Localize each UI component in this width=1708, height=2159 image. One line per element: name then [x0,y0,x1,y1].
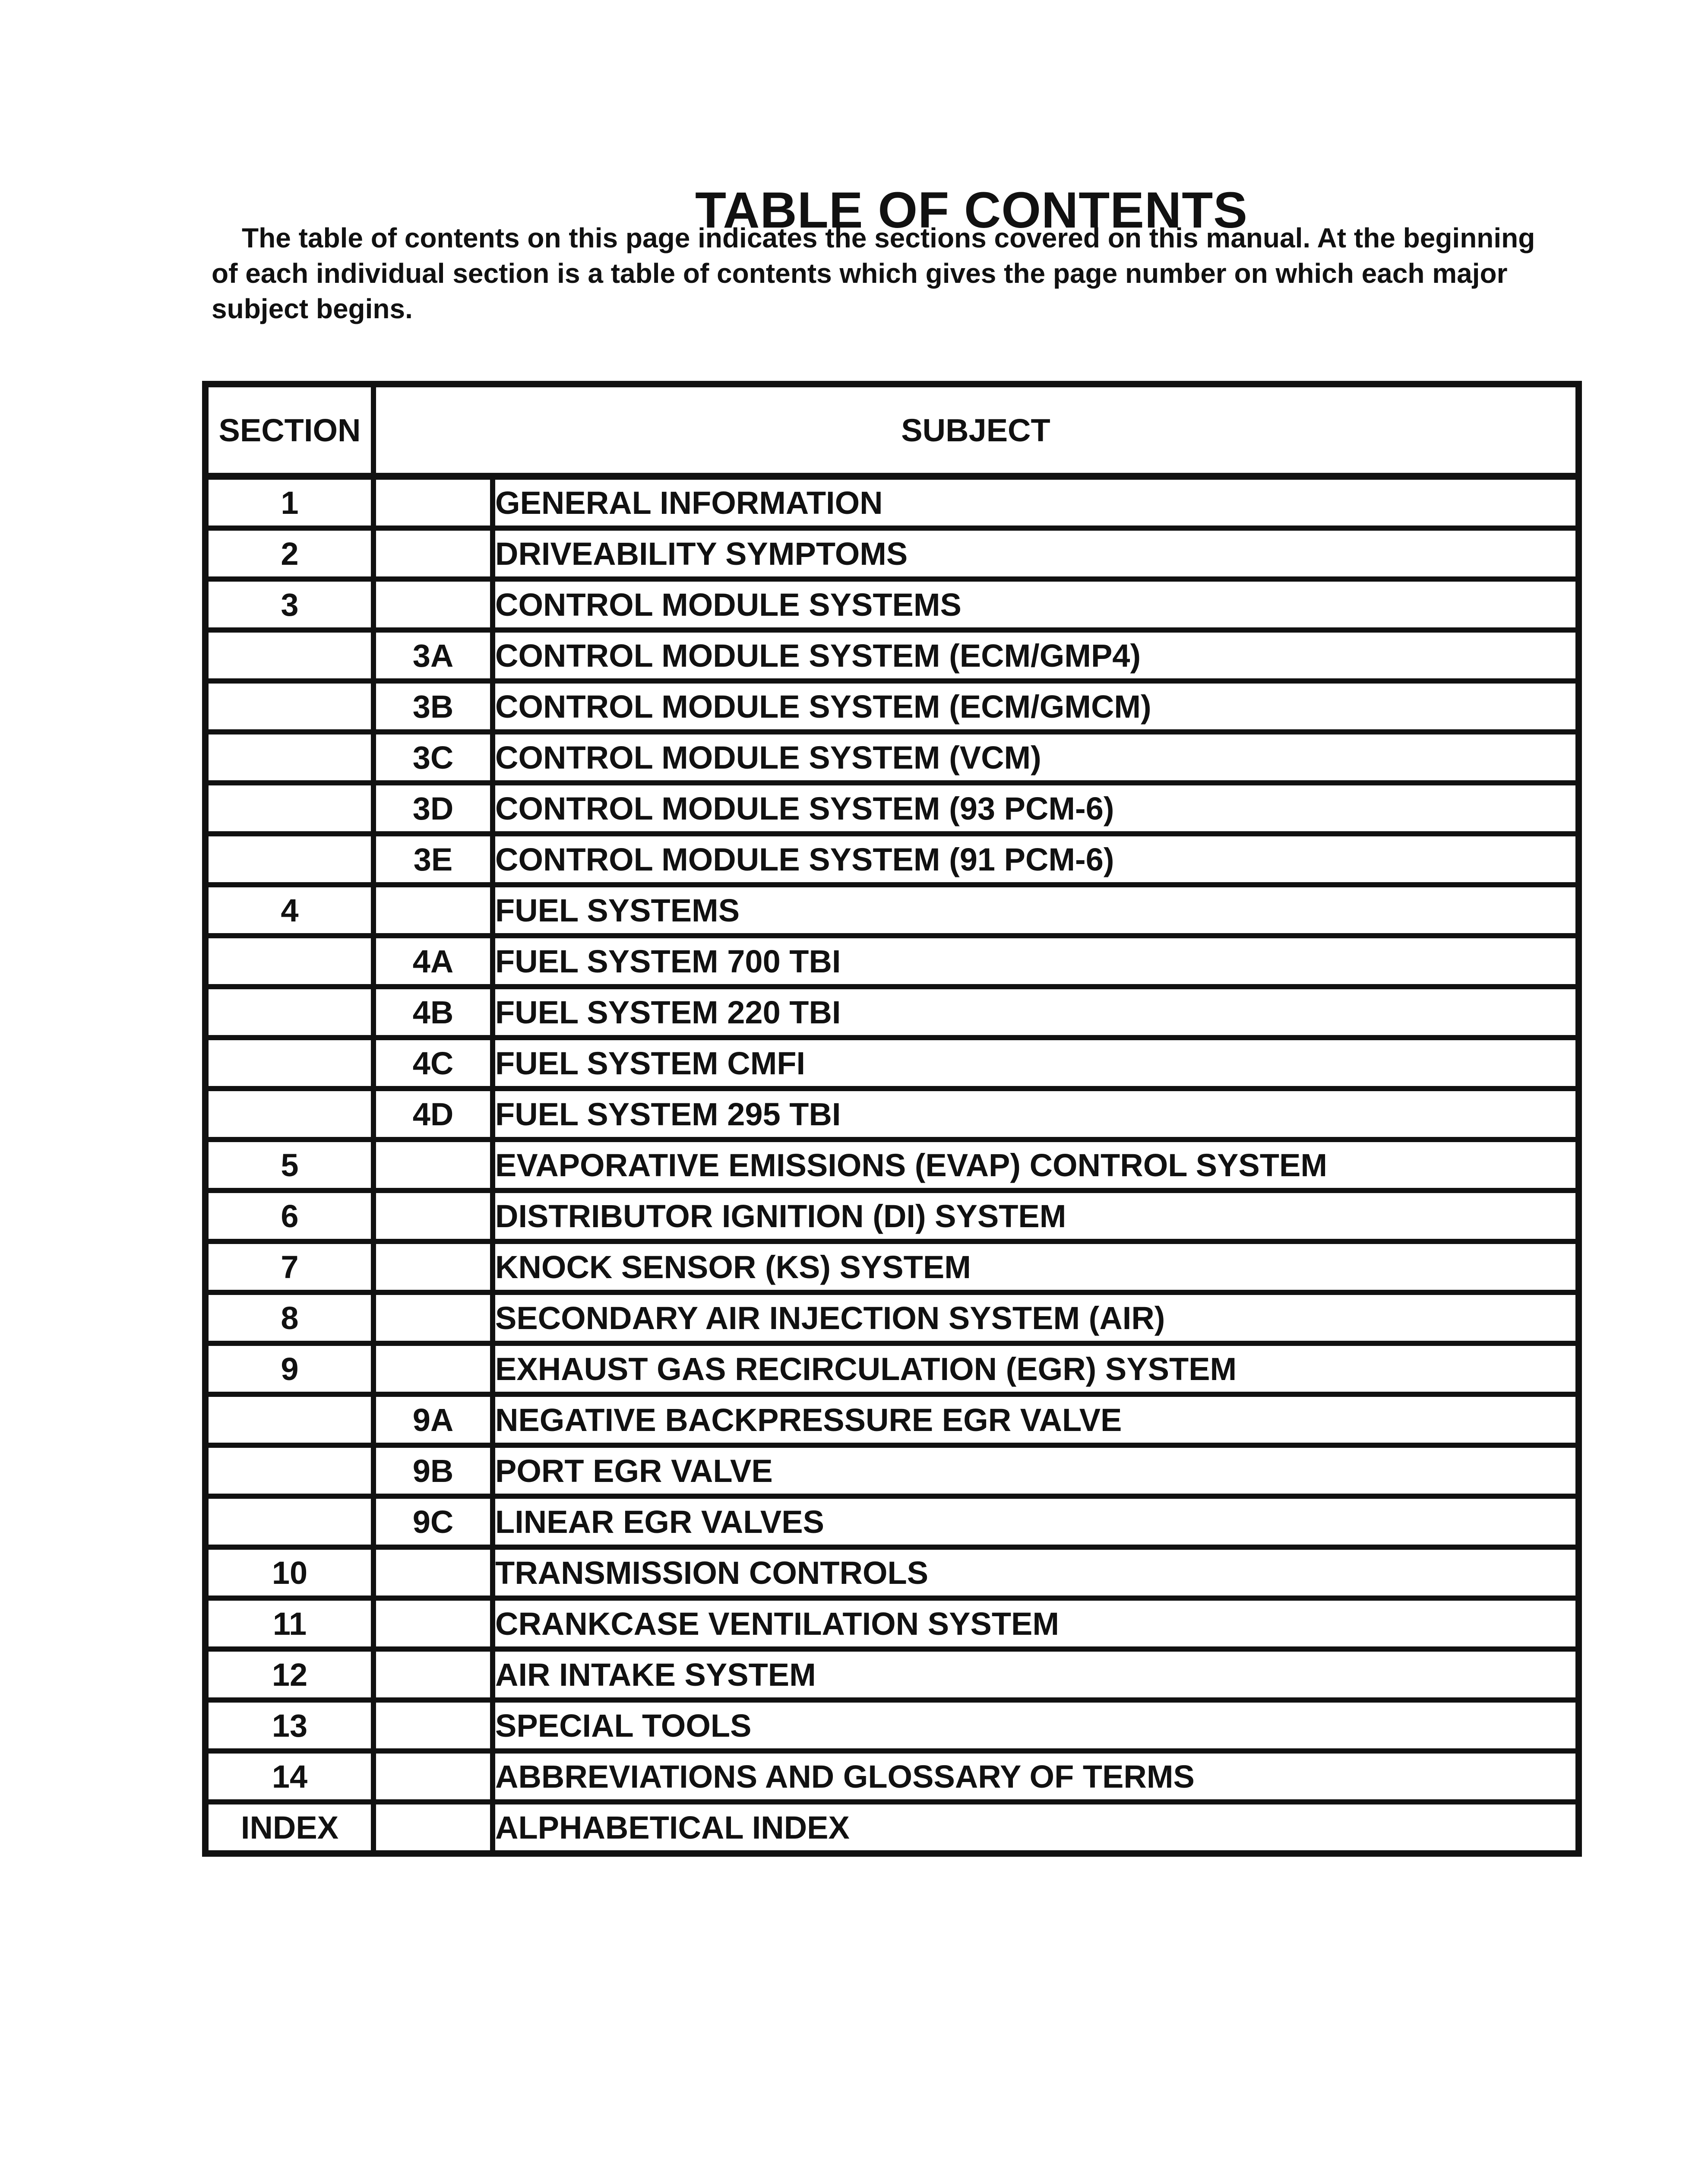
section-number: 8 [206,1292,373,1343]
subject-title: TRANSMISSION CONTROLS [493,1547,1578,1598]
table-row [206,1292,1578,1343]
section-number: INDEX [206,1802,373,1853]
table-row [206,1751,1578,1802]
section-number [206,1496,373,1547]
table-row [206,681,1578,732]
subsection-code: 4A [373,936,493,987]
subsection-code [373,1292,493,1343]
section-number [206,1038,373,1089]
intro-text: The table of contents on this page indicates the sections covered on this manual. At the beginning of each individual section is a table of contents which gives the page number on which each major subject begins. [212,222,1535,324]
subject-title: NEGATIVE BACKPRESSURE EGR VALVE [493,1394,1578,1445]
subsection-code: 9B [373,1445,493,1496]
table-row [206,1038,1578,1089]
subject-title: ALPHABETICAL INDEX [493,1802,1578,1853]
subsection-code: 3E [373,834,493,885]
table-row [206,1241,1578,1292]
table-row [206,528,1578,579]
section-number: 12 [206,1649,373,1700]
section-number: 13 [206,1700,373,1751]
subject-title: FUEL SYSTEM 295 TBI [493,1089,1578,1140]
subject-title: FUEL SYSTEMS [493,885,1578,936]
subject-title: AIR INTAKE SYSTEM [493,1649,1578,1700]
section-number [206,630,373,681]
subsection-code [373,1751,493,1802]
subsection-code: 9A [373,1394,493,1445]
table-row [206,579,1578,630]
table-row [206,1700,1578,1751]
section-number: 10 [206,1547,373,1598]
contents-table-body [206,477,1578,1853]
subject-title: DRIVEABILITY SYMPTOMS [493,528,1578,579]
subsection-code [373,1547,493,1598]
section-number: 9 [206,1343,373,1394]
section-number [206,987,373,1038]
section-number [206,681,373,732]
table-row [206,630,1578,681]
section-number: 7 [206,1241,373,1292]
table-row [206,936,1578,987]
section-number: 3 [206,579,373,630]
subsection-code [373,1802,493,1853]
table-row [206,1089,1578,1140]
section-number [206,1445,373,1496]
section-number: 2 [206,528,373,579]
contents-table [202,381,1582,1857]
subject-title: GENERAL INFORMATION [493,477,1578,528]
section-number: 14 [206,1751,373,1802]
table-row [206,1598,1578,1649]
subsection-code [373,579,493,630]
subject-title: EXHAUST GAS RECIRCULATION (EGR) SYSTEM [493,1343,1578,1394]
subject-column-header: SUBJECT [373,385,1578,477]
subsection-code: 3A [373,630,493,681]
subject-title: CONTROL MODULE SYSTEM (93 PCM-6) [493,783,1578,834]
section-number: 4 [206,885,373,936]
subject-title: CONTROL MODULE SYSTEM (ECM/GMCM) [493,681,1578,732]
subsection-code: 3B [373,681,493,732]
table-row [206,834,1578,885]
subject-title: CONTROL MODULE SYSTEM (VCM) [493,732,1578,783]
section-column-header: SECTION [206,385,373,477]
subject-title: FUEL SYSTEM CMFI [493,1038,1578,1089]
subject-title: CONTROL MODULE SYSTEM (91 PCM-6) [493,834,1578,885]
subject-title: EVAPORATIVE EMISSIONS (EVAP) CONTROL SYSTEM [493,1140,1578,1190]
subject-title: SECONDARY AIR INJECTION SYSTEM (AIR) [493,1292,1578,1343]
subsection-code: 4D [373,1089,493,1140]
subsection-code [373,477,493,528]
intro-paragraph [212,220,1559,326]
table-row [206,783,1578,834]
subsection-code: 4C [373,1038,493,1089]
subsection-code [373,885,493,936]
subject-title: SPECIAL TOOLS [493,1700,1578,1751]
section-number [206,936,373,987]
section-number: 11 [206,1598,373,1649]
page-title: TABLE OF CONTENTS [695,182,1248,239]
subsection-code: 9C [373,1496,493,1547]
subsection-code [373,1700,493,1751]
header-row [206,385,1578,477]
subject-title: CONTROL MODULE SYSTEMS [493,579,1578,630]
table-row [206,1394,1578,1445]
subsection-code [373,528,493,579]
subsection-code [373,1140,493,1190]
subject-title: FUEL SYSTEM 220 TBI [493,987,1578,1038]
section-number [206,834,373,885]
table-row [206,1343,1578,1394]
section-number: 5 [206,1140,373,1190]
subject-title: DISTRIBUTOR IGNITION (DI) SYSTEM [493,1190,1578,1241]
section-number [206,1089,373,1140]
table-row [206,1496,1578,1547]
subject-title: CRANKCASE VENTILATION SYSTEM [493,1598,1578,1649]
subject-title: CONTROL MODULE SYSTEM (ECM/GMP4) [493,630,1578,681]
table-row [206,1190,1578,1241]
section-number [206,783,373,834]
subsection-code: 4B [373,987,493,1038]
section-number [206,1394,373,1445]
table-row [206,1445,1578,1496]
table-row [206,477,1578,528]
table-row [206,1649,1578,1700]
section-number: 1 [206,477,373,528]
subject-title: ABBREVIATIONS AND GLOSSARY OF TERMS [493,1751,1578,1802]
subject-title: PORT EGR VALVE [493,1445,1578,1496]
table-row [206,987,1578,1038]
table-row [206,885,1578,936]
section-number [206,732,373,783]
table-row [206,732,1578,783]
section-number: 6 [206,1190,373,1241]
subsection-code [373,1598,493,1649]
subject-title: LINEAR EGR VALVES [493,1496,1578,1547]
subsection-code: 3C [373,732,493,783]
table-row [206,1802,1578,1853]
subsection-code [373,1241,493,1292]
subsection-code [373,1649,493,1700]
subsection-code: 3D [373,783,493,834]
table-row [206,1140,1578,1190]
subsection-code [373,1190,493,1241]
subject-title: FUEL SYSTEM 700 TBI [493,936,1578,987]
subsection-code [373,1343,493,1394]
table-row [206,1547,1578,1598]
subject-title: KNOCK SENSOR (KS) SYSTEM [493,1241,1578,1292]
contents-table-header [206,385,1578,477]
